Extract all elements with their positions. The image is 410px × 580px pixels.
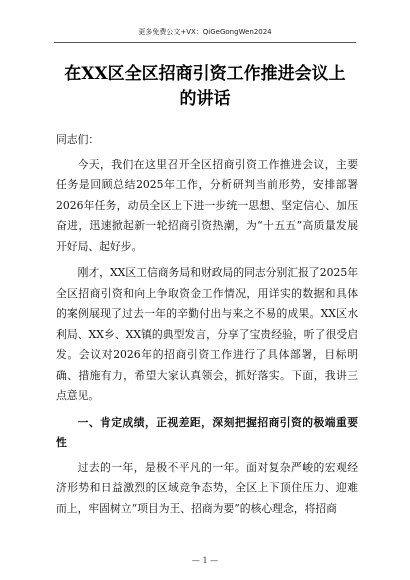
section-paragraph-1: 过去的一年，是极不平凡的一年。面对复杂严峻的宏观经济形势和日益激烈的区域竞争态势，全区上下顶住压力、迎难而上，牢固树立“项目为王、招商为要”的核心理念，将招商 — [56, 460, 358, 515]
body-paragraph-1: 今天，我们在这里召开全区招商引资工作推进会议，主要任务是回顾总结2025年工作，分析研判当前形势，安排部署2026年任务，动员全区上下进一步统一思想、坚定信心、加压奋进，迅速掀起新一轮招商引资热潮，为“十五五”高质量发展开好局、起好步。 — [56, 157, 358, 253]
document-title: 在XX区全区招商引资工作推进会议上的讲话 — [64, 64, 346, 109]
header-divider — [54, 42, 356, 43]
body-paragraph-2: 刚才，XX区工信商务局和财政局的同志分别汇报了2025年全区招商引资和向上争取资金工作情况，用详实的数据和具体的案例展现了过去一年的辛勤付出与来之不易的成果。XX区水利局、XX乡、XX镇的典型发言，分享了宝贵经验，听了很受启发。会议对2026年的招商引资工作进行了具体部署，目标明确、措施有力，希望大家认真领会，抓好落实。下面，我讲三点意见。 — [56, 266, 358, 402]
page-number: — 1 — — [191, 556, 219, 565]
page-header: 更多免费公文+VX：QiGeGongWen2024 — [138, 28, 272, 36]
document-body — [56, 130, 358, 519]
salutation: 同志们： — [56, 133, 100, 146]
section-heading-1: 一、肯定成绩，正视差距，深刻把握招商引资的极端重要性 — [56, 415, 358, 449]
